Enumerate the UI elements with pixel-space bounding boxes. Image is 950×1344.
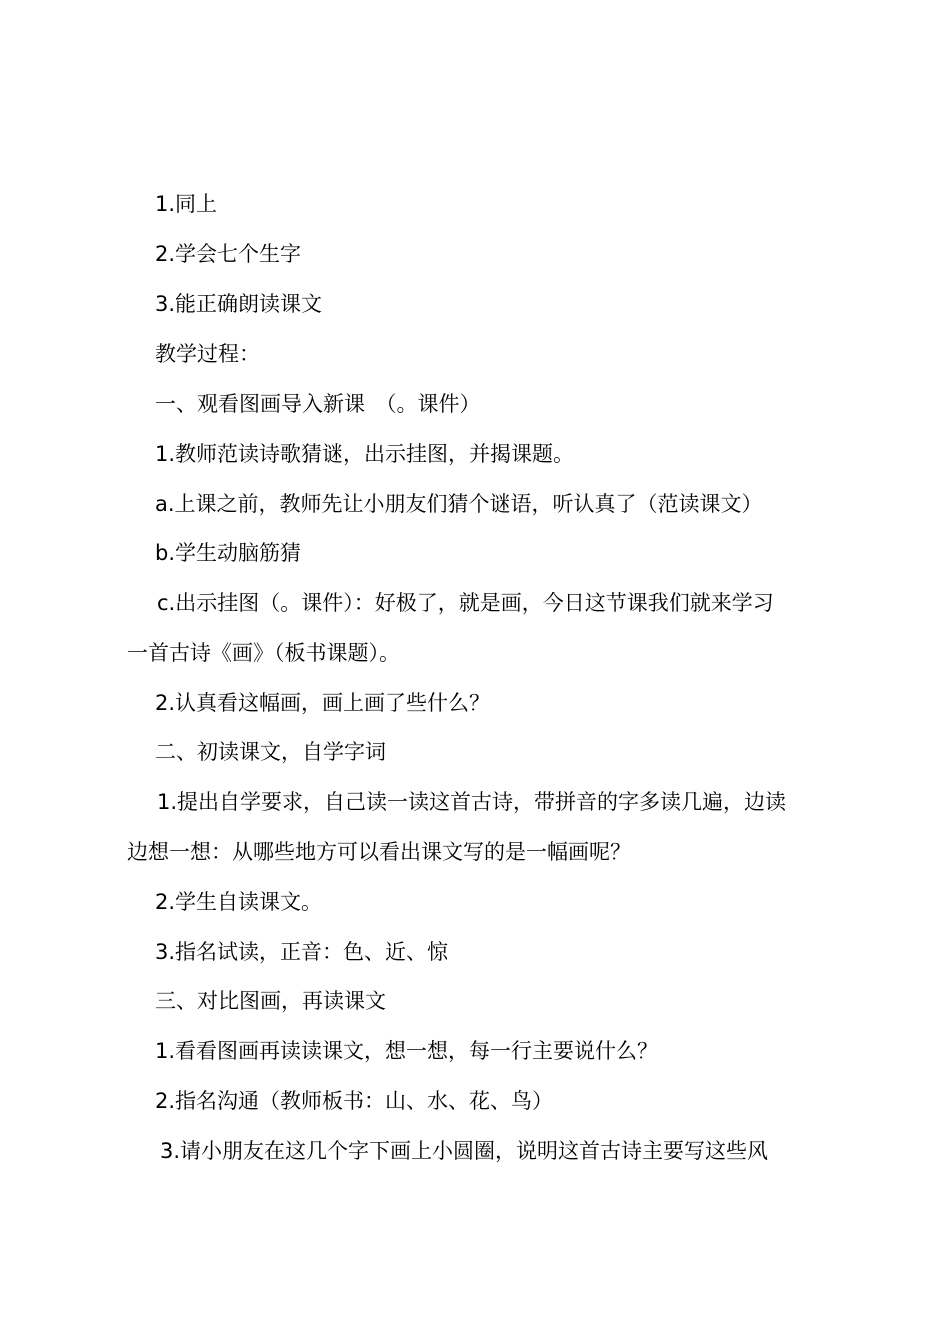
- section-heading-3: 三、对比图画，再读课文: [155, 989, 386, 1013]
- text-line-9: c.出示挂图（。课件）：好极了，就是画，今日这节课我们就来学习: [157, 591, 774, 615]
- text-line-8: b.学生动脑筋猜: [155, 541, 302, 565]
- section-heading-process: 教学过程：: [155, 342, 260, 366]
- text-line-20: 3.请小朋友在这几个字下画上小圆圈，说明这首古诗主要写这些风: [160, 1139, 769, 1163]
- text-line-7: a.上课之前，教师先让小朋友们猜个谜语，听认真了（范读课文）: [155, 492, 763, 516]
- text-line-2: 2.学会七个生字: [155, 242, 302, 266]
- text-line-1: 1.同上: [155, 192, 218, 216]
- text-line-16: 3.指名试读，正音：色、近、惊: [155, 940, 449, 964]
- section-heading-2: 二、初读课文，自学字词: [155, 740, 386, 764]
- text-line-3: 3.能正确朗读课文: [155, 292, 323, 316]
- text-line-13: 1.提出自学要求，自己读一读这首古诗，带拼音的字多读几遍，边读: [157, 790, 787, 814]
- text-line-14: 边想一想：从哪些地方可以看出课文写的是一幅画呢？: [127, 840, 631, 864]
- text-line-11: 2.认真看这幅画，画上画了些什么？: [155, 691, 491, 715]
- text-line-19: 2.指名沟通（教师板书：山、水、花、鸟）: [155, 1089, 554, 1113]
- text-line-15: 2.学生自读课文。: [155, 890, 323, 914]
- section-heading-1: 一、观看图画导入新课 （。课件）: [155, 392, 481, 416]
- text-line-6: 1.教师范读诗歌猜谜，出示挂图，并揭课题。: [155, 442, 575, 466]
- text-line-18: 1.看看图画再读读课文，想一想，每一行主要说什么？: [155, 1039, 659, 1063]
- text-line-10: 一首古诗《画》（板书课题）。: [127, 641, 400, 665]
